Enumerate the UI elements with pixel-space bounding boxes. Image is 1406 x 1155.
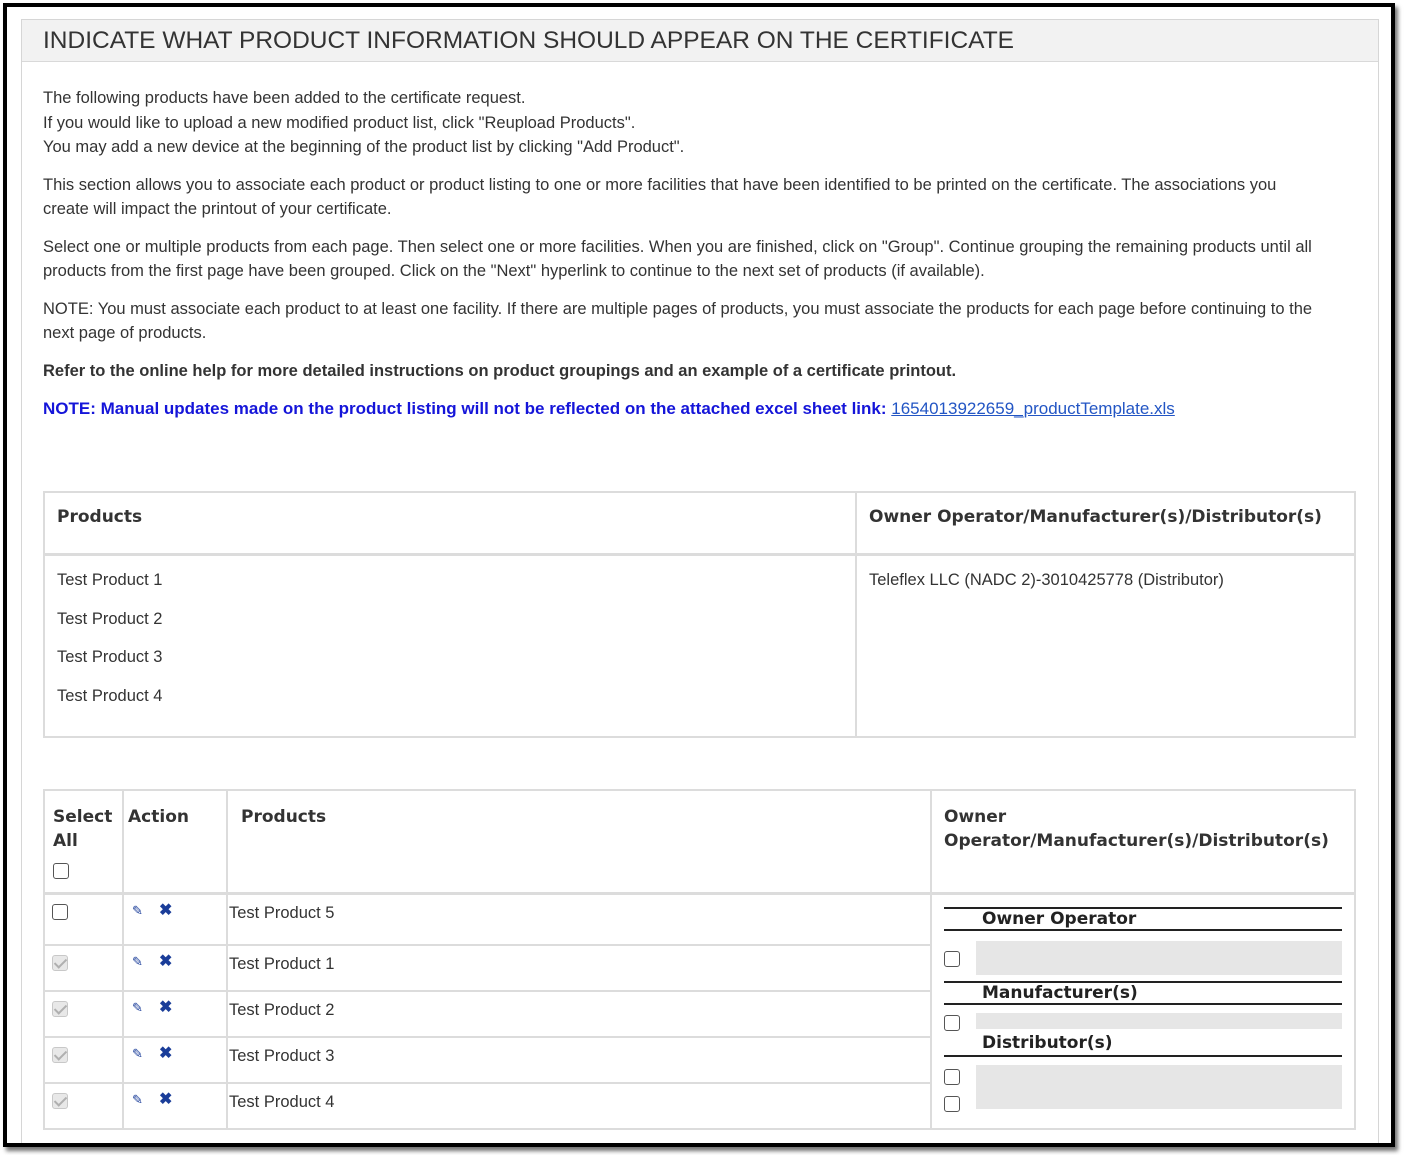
row-checkbox[interactable] xyxy=(52,904,68,920)
table-row xyxy=(45,992,932,1038)
row-checkbox[interactable] xyxy=(52,1001,68,1017)
row-product: Test Product 5 xyxy=(229,904,335,922)
distributor-checkbox[interactable] xyxy=(944,1096,960,1112)
owner-operator-section xyxy=(944,907,1342,931)
redacted-owner-operator xyxy=(976,941,1342,975)
row-product: Test Product 2 xyxy=(229,1001,335,1019)
header-products: Products xyxy=(228,791,932,895)
row-product: Test Product 4 xyxy=(229,1093,335,1111)
panel-heading: INDICATE WHAT PRODUCT INFORMATION SHOULD APPEAR ON THE CERTIFICATE xyxy=(22,20,1378,62)
row-checkbox[interactable] xyxy=(52,1093,68,1109)
pencil-icon[interactable]: ✎ xyxy=(132,1000,143,1015)
product-template-link[interactable]: 1654013922659_productTemplate.xls xyxy=(891,398,1175,418)
distributors-section xyxy=(944,1033,1342,1057)
product-info-panel xyxy=(21,19,1379,1147)
redacted-manufacturer xyxy=(976,1013,1342,1029)
row-product: Test Product 3 xyxy=(229,1047,335,1065)
instructions-line-2: products from the first page have been grouped. Click on the "Next" hyperlink to continue to the next set of products (if available). xyxy=(43,262,985,280)
close-icon[interactable]: ✖ xyxy=(159,1045,173,1062)
manufacturers-title: Manufacturer(s) xyxy=(944,981,1342,1005)
owner-operator-title: Owner Operator xyxy=(944,907,1342,931)
manufacturer-checkbox[interactable] xyxy=(944,1015,960,1031)
summary-header-owner: Owner Operator/Manufacturer(s)/Distributor(s) xyxy=(857,493,1354,556)
pencil-icon[interactable]: ✎ xyxy=(132,954,143,969)
summary-product-item: Test Product 3 xyxy=(57,648,163,666)
summary-facility-cell xyxy=(857,556,1354,736)
note-line-1: NOTE: You must associate each product to at least one facility. If there are multiple pages of products, you must associate the products for each page before continuing to the xyxy=(43,299,1313,318)
summary-facility: Teleflex LLC (NADC 2)-3010425778 (Distributor) xyxy=(869,571,1224,589)
intro-line-2: If you would like to upload a new modified product list, click "Reupload Products". xyxy=(43,113,636,132)
close-icon[interactable]: ✖ xyxy=(159,999,173,1016)
row-checkbox[interactable] xyxy=(52,955,68,971)
row-product: Test Product 1 xyxy=(229,955,335,973)
summary-product-item: Test Product 1 xyxy=(57,571,163,589)
intro-line-1: The following products have been added to the certificate request. xyxy=(43,89,526,107)
summary-header-products: Products xyxy=(45,493,857,556)
note-text xyxy=(43,297,1358,346)
summary-products-cell xyxy=(45,556,857,736)
note-line-2: next page of products. xyxy=(43,324,207,342)
pencil-icon[interactable]: ✎ xyxy=(132,1092,143,1107)
close-icon[interactable]: ✖ xyxy=(159,953,173,970)
table-row xyxy=(45,946,932,992)
association-text xyxy=(43,173,1358,222)
row-checkbox[interactable] xyxy=(52,1047,68,1063)
owner-operator-checkbox[interactable] xyxy=(944,951,960,967)
association-line-1: This section allows you to associate each product or product listing to one or more facilities that have been identified to be printed on the certificate. The associations you xyxy=(43,175,1277,194)
summary-product-item: Test Product 4 xyxy=(57,686,163,705)
header-owner-line-1: Owner xyxy=(944,807,1007,827)
pencil-icon[interactable]: ✎ xyxy=(132,1046,143,1061)
header-select-all xyxy=(45,791,124,895)
close-icon[interactable]: ✖ xyxy=(159,1091,173,1108)
table-row xyxy=(45,1084,932,1128)
redacted-distributors xyxy=(976,1065,1342,1109)
summary-product-item: Test Product 2 xyxy=(57,609,163,628)
select-all-checkbox[interactable] xyxy=(53,863,69,879)
instructions-line-1: Select one or multiple products from each page. Then select one or more facilities. When you are finished, click on "Group". Continue grouping the remaining products until all xyxy=(43,237,1312,256)
product-summary-table xyxy=(43,491,1356,738)
help-text: Refer to the online help for more detailed instructions on product groupings and an example of a certificate printout. xyxy=(43,361,957,380)
panel-body xyxy=(43,86,1358,421)
select-all-label-2: All xyxy=(53,831,78,851)
manual-update-note xyxy=(43,397,1358,421)
header-owner-line-2: Operator/Manufacturer(s)/Distributor(s) xyxy=(944,831,1329,851)
product-grouping-table xyxy=(43,789,1356,1130)
facility-selection-column xyxy=(932,895,1354,1128)
intro-line-3: You may add a new device at the beginning of the product list by clicking "Add Product". xyxy=(43,138,685,156)
header-action: Action xyxy=(124,791,228,895)
distributor-checkbox[interactable] xyxy=(944,1069,960,1085)
select-all-label-1: Select xyxy=(53,807,113,827)
table-row xyxy=(45,1038,932,1084)
close-icon[interactable]: ✖ xyxy=(159,902,173,919)
distributors-title: Distributor(s) xyxy=(944,1033,1342,1057)
manual-update-note-text: NOTE: Manual updates made on the product listing will not be reflected on the attached excel sheet link: xyxy=(43,398,887,418)
screenshot-frame xyxy=(3,3,1395,1147)
manufacturers-section xyxy=(944,981,1342,1005)
association-line-2: create will impact the printout of your certificate. xyxy=(43,200,392,218)
table-row xyxy=(45,895,932,946)
intro-text xyxy=(43,86,1358,160)
instructions-text xyxy=(43,235,1358,284)
pencil-icon[interactable]: ✎ xyxy=(132,903,143,918)
header-owner xyxy=(932,791,1354,895)
